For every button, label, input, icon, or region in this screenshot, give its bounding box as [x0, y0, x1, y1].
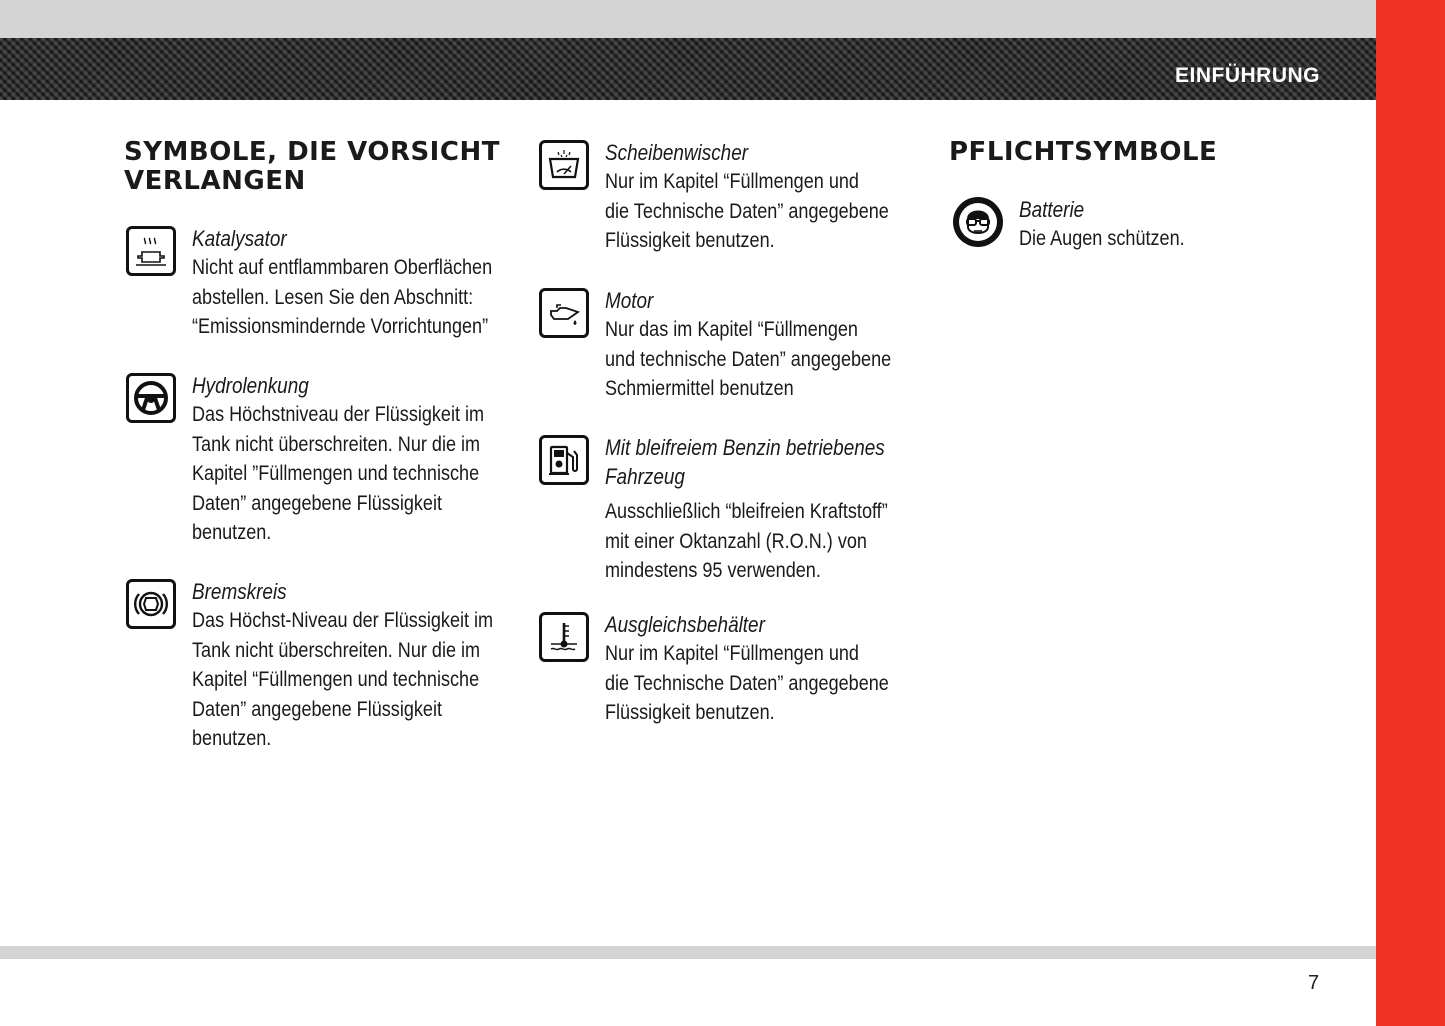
entry-title: Ausgleichsbehälter: [605, 612, 765, 637]
text-line: benutzen.: [192, 727, 272, 750]
text-line: benutzen.: [192, 521, 272, 544]
entry-katalysator: [126, 224, 493, 342]
catalyst-heat-icon: [126, 226, 176, 276]
mandatory-symbols-heading: PFLICHTSYMBOLE: [949, 137, 1218, 167]
heading-line-2: VERLANGEN: [124, 166, 306, 196]
eye-protection-icon: [953, 197, 1003, 247]
entry-title: Katalysator: [192, 226, 287, 251]
entry-text: [605, 497, 889, 586]
entry-title: Scheibenwischer: [605, 140, 749, 165]
entry-text: [605, 167, 889, 256]
entry-title: Motor: [605, 288, 654, 313]
text-line: Nicht auf entflammbaren Oberflächen: [192, 256, 493, 279]
steering-wheel-icon: [126, 373, 176, 423]
entry-title-line-1: Mit bleifreiem Benzin betriebenes: [605, 435, 885, 460]
page-number: 7: [1308, 972, 1320, 994]
text-line: Daten” angegebene Flüssigkeit: [192, 697, 443, 721]
text-line: Daten” angegebene Flüssigkeit: [192, 491, 443, 515]
text-line: Flüssigkeit benutzen.: [605, 701, 775, 724]
coolant-temperature-icon: [539, 612, 589, 662]
text-line: Ausschließlich “bleifreien Kraftstoff”: [605, 500, 888, 523]
entry-batterie: [953, 195, 1283, 254]
entry-motor: [539, 286, 892, 404]
text-line: und technische Daten” angegebene: [605, 347, 892, 371]
entry-title-line-2: Fahrzeug: [605, 464, 685, 489]
entry-text: [192, 400, 485, 548]
text-line: Nur das im Kapitel “Füllmengen: [605, 318, 858, 341]
header-band: [0, 38, 1376, 100]
text-line: Kapitel “Füllmengen und technische: [192, 668, 480, 691]
text-line: Schmiermittel benutzen: [605, 377, 794, 400]
text-line: Nur im Kapitel “Füllmengen und: [605, 642, 859, 665]
heading-line-1: SYMBOLE, DIE VORSICHT: [124, 137, 500, 167]
text-line: Flüssigkeit benutzen.: [605, 229, 775, 252]
top-gray-strip: [0, 0, 1376, 38]
entry-text: [605, 639, 889, 728]
section-label: EINFÜHRUNG: [1175, 64, 1320, 87]
entry-text: [192, 606, 494, 754]
text-line: Das Höchst-Niveau der Flüssigkeit im: [192, 609, 494, 632]
text-line: Nur im Kapitel “Füllmengen und: [605, 170, 859, 193]
text-line: Das Höchstniveau der Flüssigkeit im: [192, 403, 485, 426]
brake-circuit-icon: [126, 579, 176, 629]
entry-title: Hydrolenkung: [192, 373, 309, 398]
side-red-bar: [1376, 0, 1445, 1026]
bottom-gray-strip: [0, 946, 1376, 959]
oil-can-icon: [539, 288, 589, 338]
text-line: Tank nicht überschreiten. Nur die im: [192, 432, 481, 456]
fuel-pump-icon: [539, 435, 589, 485]
entry-text: [605, 315, 892, 404]
entry-title: Batterie: [1019, 197, 1085, 222]
text-line: abstellen. Lesen Sie den Abschnitt:: [192, 285, 474, 309]
text-line: die Technische Daten” angegebene: [605, 199, 889, 223]
text-line: Tank nicht überschreiten. Nur die im: [192, 638, 481, 662]
text-line: mindestens 95 verwenden.: [605, 559, 821, 582]
text-line: mit einer Oktanzahl (R.O.N.) von: [605, 529, 867, 553]
entry-text: [192, 253, 493, 342]
text-line: Kapitel ”Füllmengen und technische: [192, 462, 480, 485]
text-line: Die Augen schützen.: [1019, 227, 1185, 250]
entry-bleifrei: [539, 433, 888, 586]
windscreen-washer-icon: [539, 140, 589, 190]
text-line: die Technische Daten” angegebene: [605, 671, 889, 695]
entry-text: [1019, 224, 1303, 254]
text-line: “Emissionsmindernde Vorrichtungen”: [192, 315, 489, 338]
entry-ausgleichsbehaelter: [539, 610, 889, 728]
caution-symbols-heading: [124, 138, 500, 196]
entry-scheibenwischer: [539, 138, 889, 256]
entry-title: Bremskreis: [192, 579, 287, 604]
entry-bremskreis: [126, 577, 494, 754]
entry-hydrolenkung: [126, 371, 485, 548]
